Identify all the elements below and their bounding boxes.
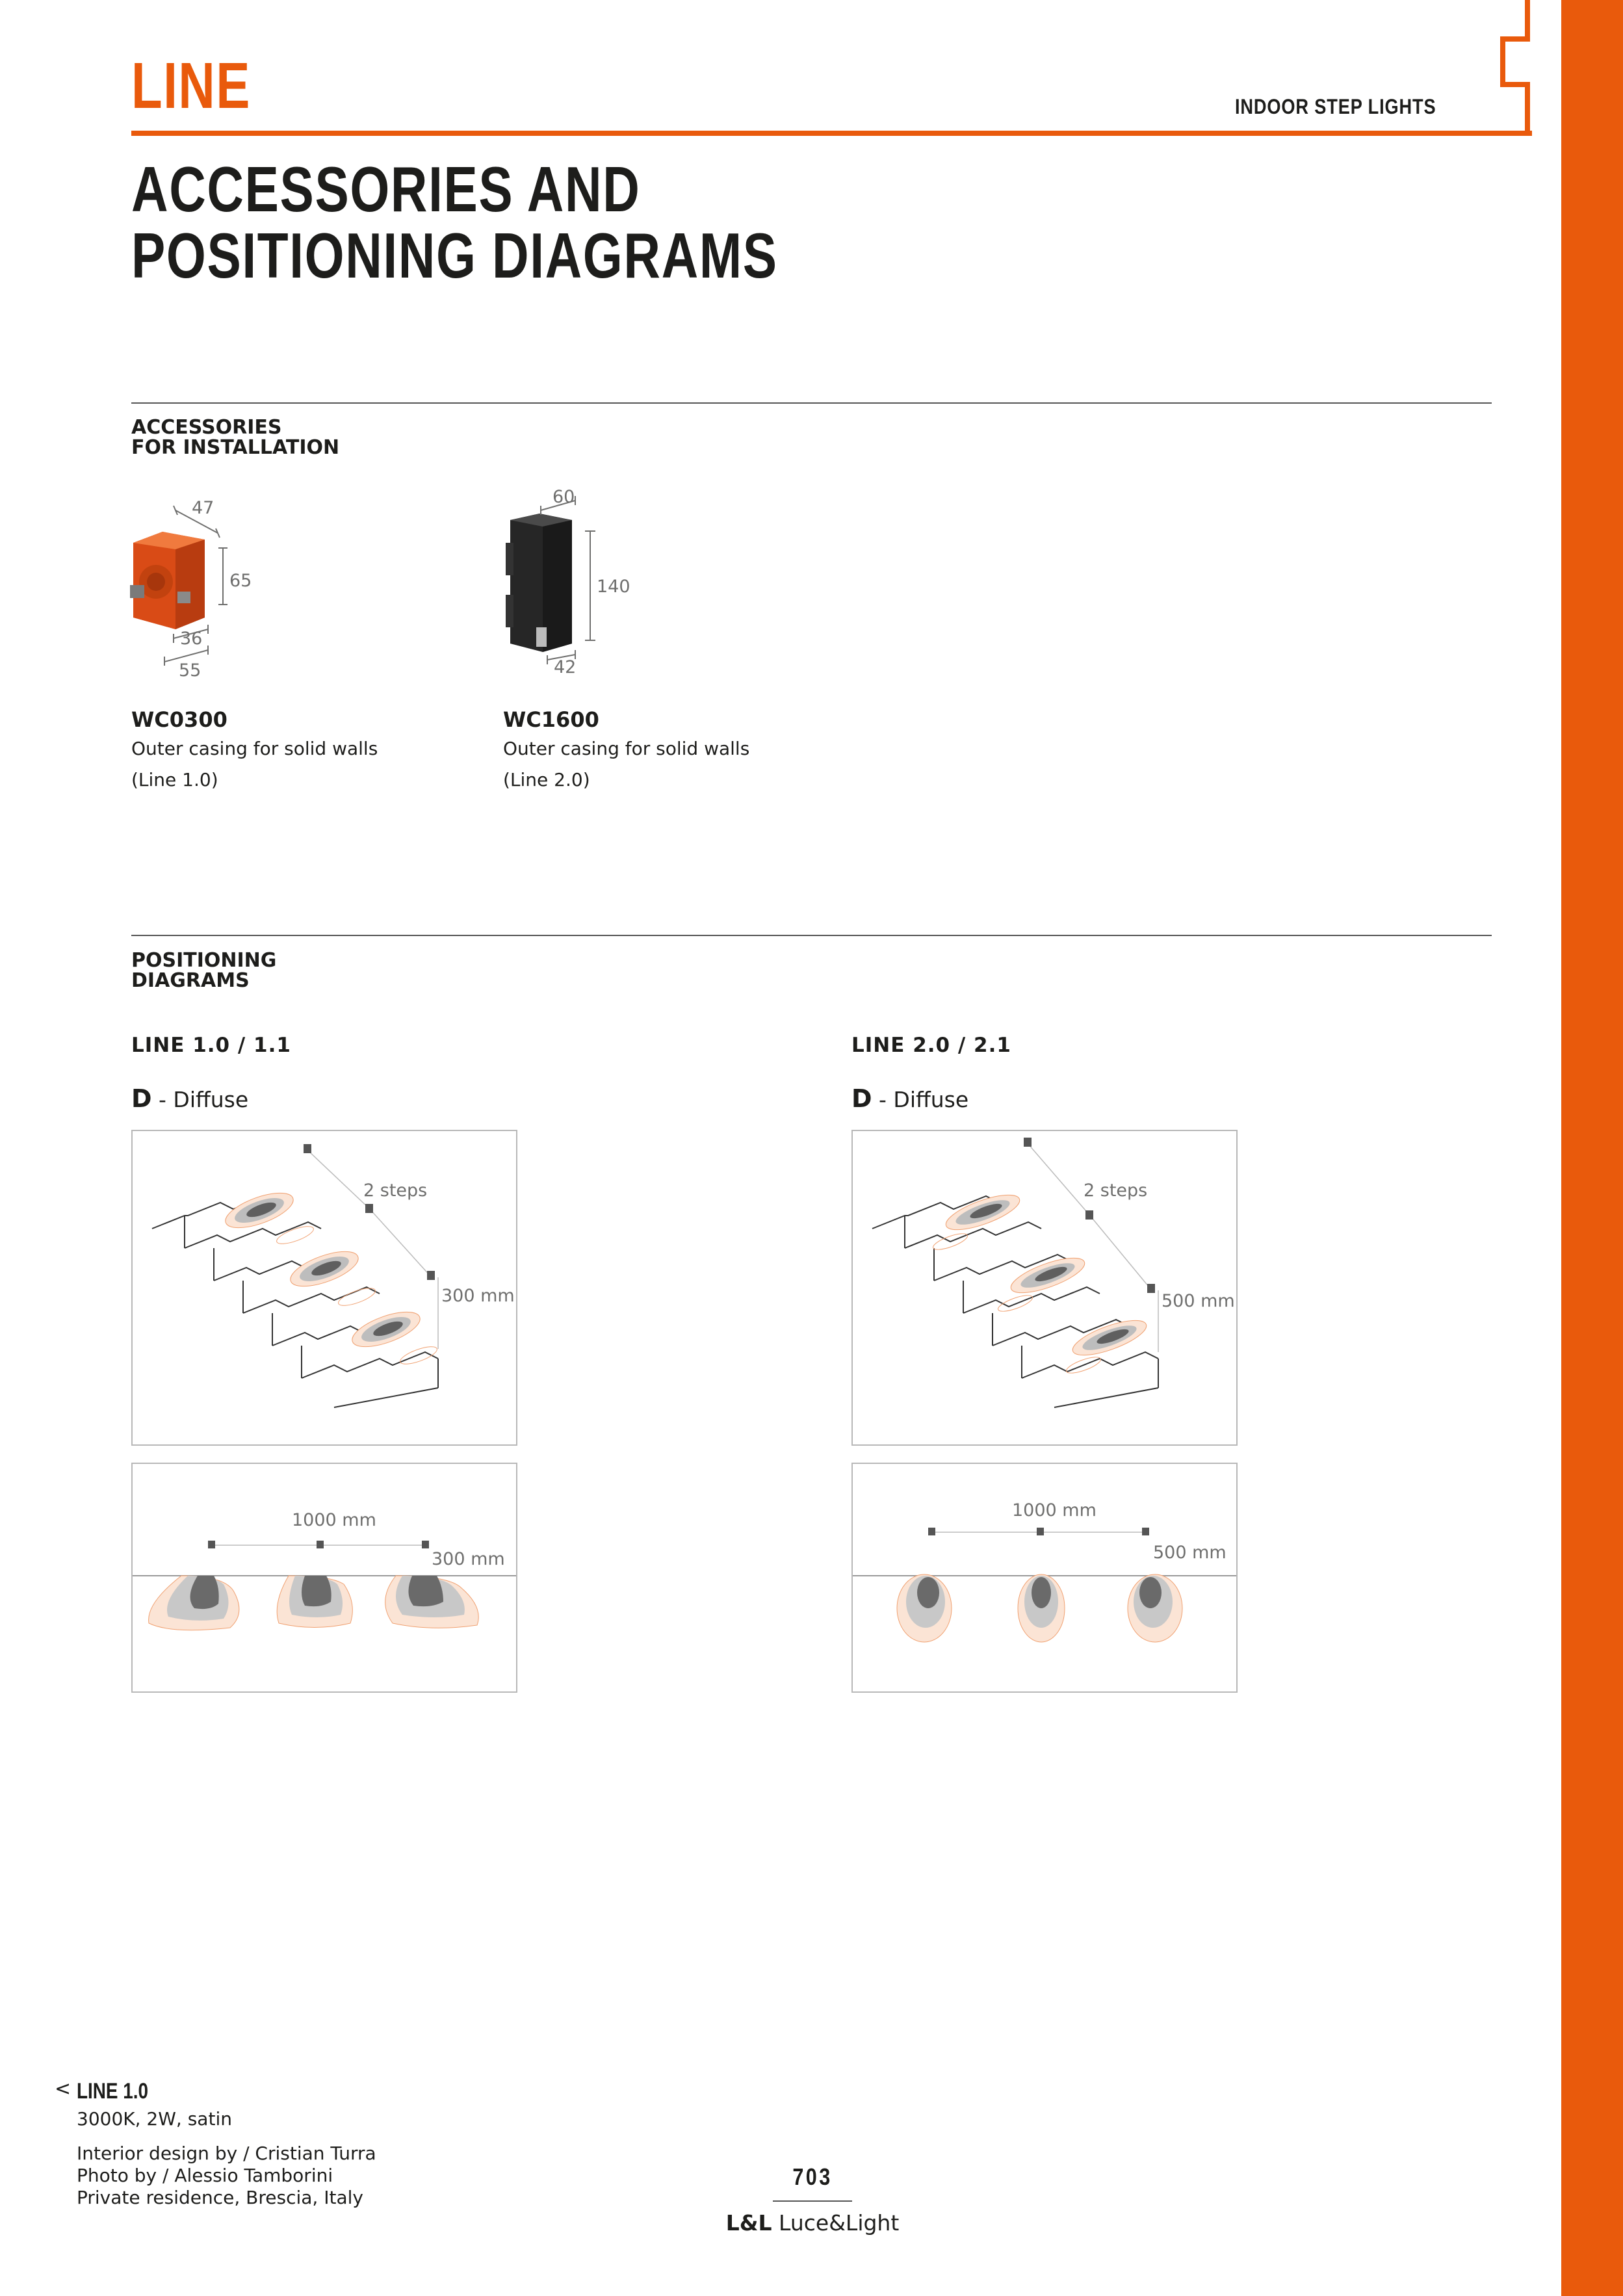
caption-arrow[interactable]: < (55, 2078, 71, 2100)
line-2-plan-fixtures (928, 1528, 1149, 1535)
category-label: INDOOR STEP LIGHTS (1235, 95, 1436, 118)
line-2-plan-pools (897, 1574, 1182, 1642)
footer-brand-mark: L&L (725, 2210, 772, 2236)
wc0300-dim-depth: 47 (192, 498, 214, 518)
positioning-heading-line-1: POSITIONING (131, 949, 277, 972)
line-1-plan-pools (149, 1576, 479, 1630)
line-2-stair-svg (853, 1131, 1236, 1444)
wc1600-dim-height: 140 (597, 577, 630, 597)
wc1600-dim-depth: 60 (552, 487, 575, 507)
line-1-heading: LINE 1.0 / 1.1 (131, 1034, 291, 1057)
line-2-light-pools (931, 1188, 1150, 1377)
footer-brand-name: Luce&Light (772, 2210, 900, 2236)
line-1-mode-letter: D (131, 1084, 152, 1113)
line-2-spacing-label: 1000 mm (1012, 1500, 1097, 1520)
page-title (131, 153, 778, 291)
line-1-stairs (152, 1196, 438, 1407)
line-2-plan-svg (853, 1464, 1236, 1691)
accessories-heading-line-1: ACCESSORIES (131, 416, 282, 439)
page-title-line-2: POSITIONING DIAGRAMS (131, 220, 778, 291)
line-1-height-label: 300 mm (441, 1286, 515, 1306)
brand-title: LINE (131, 49, 251, 122)
accessories-heading (131, 417, 339, 458)
side-stripe (1561, 0, 1623, 2296)
header-bracket (1495, 0, 1566, 143)
line-1-plan-diagram (131, 1463, 517, 1693)
line-1-plan-svg (133, 1464, 516, 1691)
wc0300-description (131, 733, 378, 796)
wc0300-dim-inner: 36 (180, 629, 203, 649)
page-number: 703 (792, 2163, 833, 2190)
line-1-plan-height-label: 300 mm (432, 1549, 505, 1569)
wc1600-desc-line-1: Outer casing for solid walls (503, 738, 750, 759)
header-rule (131, 131, 1532, 136)
line-1-mode (131, 1084, 248, 1113)
line-2-plan-diagram (851, 1463, 1238, 1693)
line-2-height-label: 500 mm (1162, 1291, 1235, 1311)
line-2-plan-height-label: 500 mm (1153, 1543, 1227, 1563)
section-rule-positioning (131, 935, 1492, 936)
wc1600-description (503, 733, 749, 796)
page-title-line-1: ACCESSORIES AND (131, 153, 641, 225)
footer-brand (715, 2210, 910, 2236)
line-1-mode-label: - Diffuse (151, 1087, 249, 1112)
wc0300-dim-height: 65 (229, 571, 252, 591)
wc0300-code: WC0300 (131, 707, 227, 732)
positioning-heading-line-2: DIAGRAMS (131, 969, 250, 992)
caption-title: LINE 1.0 (77, 2079, 149, 2104)
line-2-stair-diagram (851, 1130, 1238, 1446)
line-2-mode-letter: D (851, 1084, 872, 1113)
wc0300-casing-image (130, 532, 205, 629)
accessories-heading-line-2: FOR INSTALLATION (131, 436, 340, 459)
line-1-stair-diagram (131, 1130, 517, 1446)
caption-credits (77, 2143, 376, 2209)
caption-credit-photo: Photo by / Alessio Tamborini (77, 2165, 333, 2186)
line-2-steps-label: 2 steps (1084, 1181, 1148, 1201)
wc1600-desc-line-2: (Line 2.0) (503, 769, 590, 790)
line-2-stairs (872, 1196, 1158, 1407)
line-1-stair-svg (133, 1131, 516, 1444)
line-2-mode (851, 1084, 968, 1113)
positioning-heading (131, 950, 276, 991)
wc0300-dim-width: 55 (179, 660, 201, 681)
wc1600-casing-image (506, 514, 572, 652)
caption-spec: 3000K, 2W, satin (77, 2108, 232, 2130)
section-rule-accessories (131, 402, 1492, 404)
wc1600-dim-width: 42 (554, 657, 577, 677)
page-number-rule (773, 2200, 852, 2202)
wc0300-desc-line-2: (Line 1.0) (131, 769, 218, 790)
wc1600-drawing (500, 484, 656, 679)
line-1-steps-label: 2 steps (363, 1181, 428, 1201)
line-2-heading: LINE 2.0 / 2.1 (851, 1034, 1011, 1057)
wc0300-drawing (127, 494, 296, 683)
caption-credit-design: Interior design by / Cristian Turra (77, 2143, 376, 2164)
line-1-light-pools (221, 1186, 439, 1367)
line-2-mode-label: - Diffuse (872, 1087, 969, 1112)
line-1-spacing-label: 1000 mm (292, 1510, 376, 1530)
wc0300-desc-line-1: Outer casing for solid walls (131, 738, 378, 759)
caption-credit-location: Private residence, Brescia, Italy (77, 2187, 363, 2208)
wc1600-code: WC1600 (503, 707, 599, 732)
line-1-plan-fixtures (208, 1541, 429, 1548)
